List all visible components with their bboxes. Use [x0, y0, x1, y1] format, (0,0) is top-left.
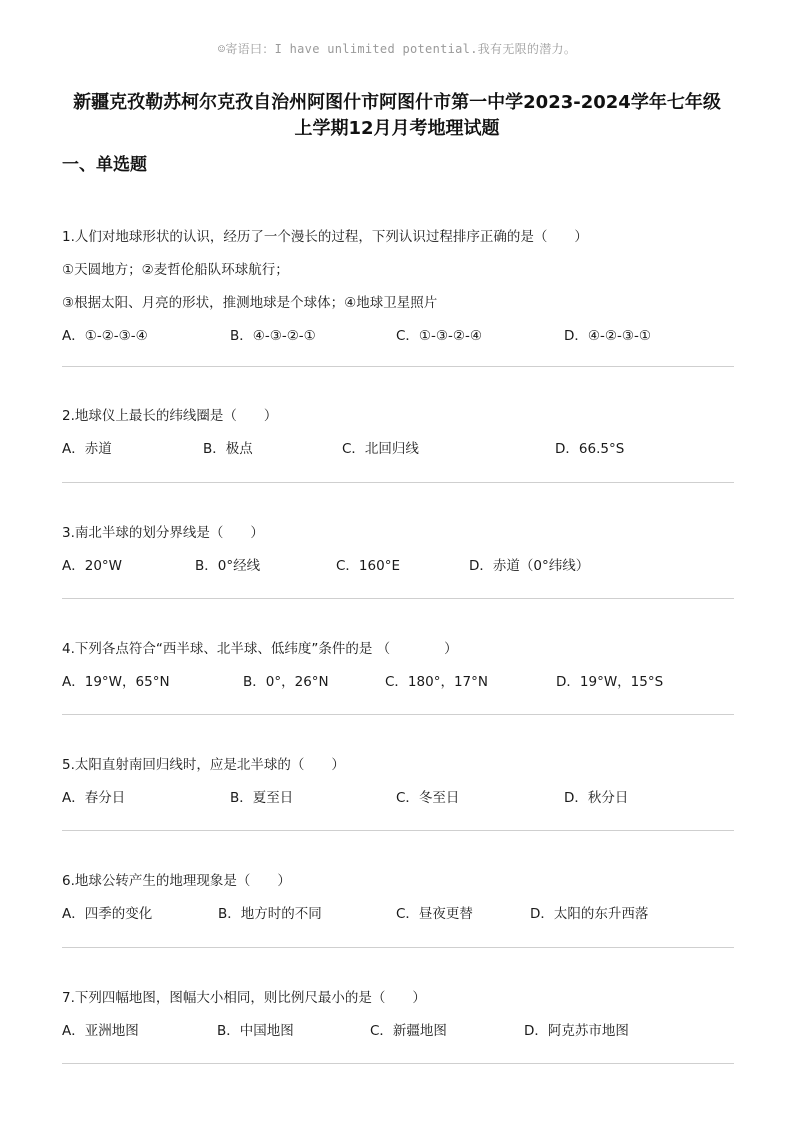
- motto-header: ☺寄语曰：I have unlimited potential.我有无限的潜力。: [217, 42, 577, 56]
- options-row: [62, 556, 734, 576]
- question-stem: 3.南北半球的划分界线是（ ）: [62, 525, 264, 541]
- question-stem: 4.下列各点符合“西半球、北半球、低纬度”条件的是 （ ）: [62, 641, 458, 657]
- question-5: [62, 755, 734, 808]
- options-row: [62, 788, 734, 808]
- divider: [62, 598, 734, 599]
- option-d[interactable]: D．19°W，15°S: [556, 674, 664, 690]
- divider: [62, 947, 734, 948]
- option-a[interactable]: A．四季的变化: [62, 906, 153, 922]
- question-line: ①天圆地方；②麦哲伦船队环球航行；: [62, 262, 289, 278]
- divider: [62, 1063, 734, 1064]
- section-heading: 一、单选题: [62, 155, 147, 175]
- options-row: [62, 439, 734, 459]
- option-a[interactable]: A．20°W: [62, 558, 123, 574]
- divider: [62, 366, 734, 367]
- question-stem: 2.地球仪上最长的纬线圈是（ ）: [62, 408, 278, 424]
- question-7: [62, 988, 734, 1041]
- divider: [62, 830, 734, 831]
- option-c[interactable]: C．昼夜更替: [396, 906, 473, 922]
- question-stem: 7.下列四幅地图，图幅大小相同，则比例尺最小的是（ ）: [62, 990, 426, 1006]
- option-d[interactable]: D．秋分日: [564, 790, 629, 806]
- question-stem: 6.地球公转产生的地理现象是（ ）: [62, 873, 291, 889]
- question-line: ③根据太阳、月亮的形状，推测地球是个球体；④地球卫星照片: [62, 295, 438, 311]
- option-a[interactable]: A．亚洲地图: [62, 1023, 139, 1039]
- option-d[interactable]: D．赤道（0°纬线）: [469, 558, 590, 574]
- option-c[interactable]: C．冬至日: [396, 790, 460, 806]
- option-a[interactable]: A．19°W，65°N: [62, 674, 170, 690]
- option-d[interactable]: D．66.5°S: [555, 441, 625, 457]
- question-2: [62, 406, 734, 459]
- option-d[interactable]: D．阿克苏市地图: [524, 1023, 629, 1039]
- option-b[interactable]: B．中国地图: [217, 1023, 294, 1039]
- title-line-1: 新疆克孜勒苏柯尔克孜自治州阿图什市阿图什市第一中学2023-2024学年七年级: [73, 92, 721, 113]
- option-a[interactable]: A．赤道: [62, 441, 112, 457]
- option-b[interactable]: B．极点: [203, 441, 253, 457]
- question-4: [62, 639, 734, 692]
- options-row: [62, 904, 734, 924]
- option-c[interactable]: C．北回归线: [342, 441, 419, 457]
- option-c[interactable]: C．180°，17°N: [385, 674, 488, 690]
- option-b[interactable]: B．④-③-②-①: [230, 328, 316, 344]
- option-a[interactable]: A．①-②-③-④: [62, 328, 148, 344]
- question-stem: 1.人们对地球形状的认识，经历了一个漫长的过程，下列认识过程排序正确的是（ ）: [62, 229, 588, 245]
- option-b[interactable]: B．0°经线: [195, 558, 261, 574]
- title-line-2: 上学期12月月考地理试题: [294, 118, 500, 139]
- question-3: [62, 523, 734, 576]
- option-a[interactable]: A．春分日: [62, 790, 126, 806]
- question-stem: 5.太阳直射南回归线时，应是北半球的（ ）: [62, 757, 345, 773]
- option-d[interactable]: D．太阳的东升西落: [530, 906, 649, 922]
- option-d[interactable]: D．④-②-③-①: [564, 328, 651, 344]
- option-b[interactable]: B．0°，26°N: [243, 674, 329, 690]
- option-b[interactable]: B．地方时的不同: [218, 906, 322, 922]
- option-c[interactable]: C．新疆地图: [370, 1023, 447, 1039]
- option-b[interactable]: B．夏至日: [230, 790, 294, 806]
- option-c[interactable]: C．160°E: [336, 558, 400, 574]
- exam-title: [30, 90, 764, 142]
- options-row: [62, 1021, 734, 1041]
- divider: [62, 714, 734, 715]
- options-row: [62, 672, 734, 692]
- options-row: [62, 326, 734, 346]
- question-6: [62, 871, 734, 924]
- option-c[interactable]: C．①-③-②-④: [396, 328, 482, 344]
- divider: [62, 482, 734, 483]
- question-1: [62, 227, 734, 346]
